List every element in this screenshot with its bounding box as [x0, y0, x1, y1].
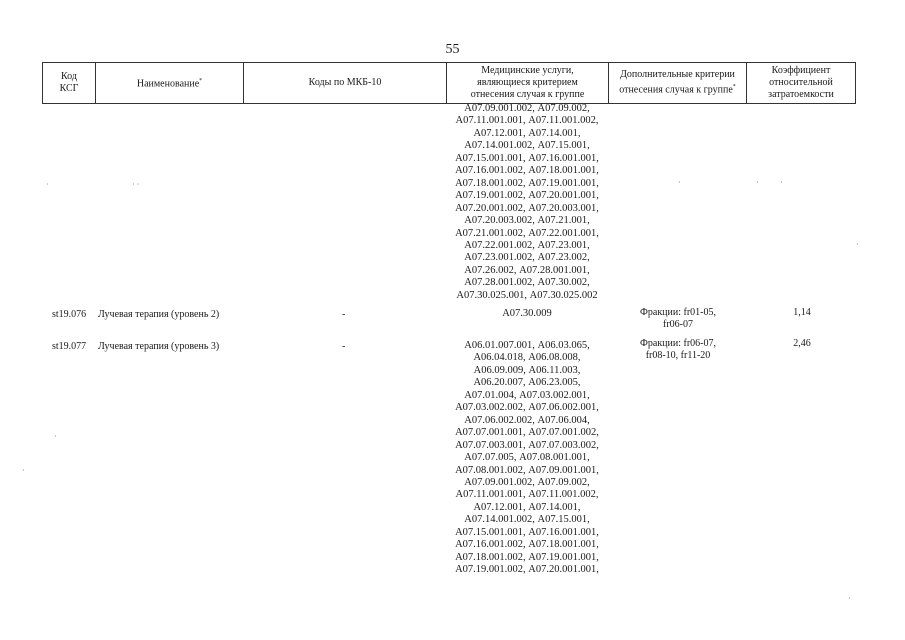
row-coef: 2,46	[793, 338, 811, 349]
header-name-text: Наименование	[136, 78, 200, 90]
header-code	[43, 62, 95, 103]
header-name	[96, 62, 243, 103]
header-code-text: Код КСГ	[59, 70, 79, 94]
header-divider	[855, 62, 856, 104]
row-extra: Фракции: fr01-05, fr06-07	[639, 307, 717, 330]
header-coef	[747, 62, 855, 103]
scan-speck: ·	[678, 178, 681, 187]
row-icd: -	[342, 309, 346, 320]
row-extra: Фракции: fr06-07, fr08-10, fr11-20	[639, 338, 717, 361]
row-icd: -	[342, 341, 346, 352]
continuation-services: А07.09.001.002, А07.09.002, А07.11.001.001, А07.11.001.002, А07.12.001, А07.14.001, А07.14.001.002, А07.15.001, А07.15.001.001, А07.16.001.001, А07.16.001.002, А07.18.001.001, А07.18.001.002, А07.19.001.001, А07.19.001.002, А07.20.001.001, А07.20.001.002, А07.20.003.001, А07.20.003.002, А07.21.001, А07.21.001.002, А07.22.001.001, А07.22.001.002, А07.23.001, А07.23.001.002, А07.23.002, А07.26.002, А07.28.001.001, А07.28.001.002, А07.30.002, А07.30.025.001, А07.30.025.002	[455, 103, 599, 301]
scan-speck: ·	[780, 178, 783, 187]
scan-speck: ·	[22, 466, 25, 475]
row-name: Лучевая терапия (уровень 2)	[98, 309, 220, 320]
row-name: Лучевая терапия (уровень 3)	[98, 341, 220, 352]
row-services: А06.01.007.001, А06.03.065, А06.04.018, А06.08.008, А06.09.009, А06.11.003, А06.20.007, А06.23.005, А07.01.004, А07.03.002.001, А07.03.002.002, А07.06.002.001, А07.06.002.002, А07.06.004, А07.07.001.001, А07.07.001.002, А07.07.003.001, А07.07.003.002, А07.07.005, А07.08.001.001, А07.08.001.002, А07.09.001.001, А07.09.001.002, А07.09.002, А07.11.001.001, А07.11.001.002, А07.12.001, А07.14.001, А07.14.001.002, А07.15.001, А07.15.001.001, А07.16.001.001, А07.16.001.002, А07.18.001.001, А07.18.001.002, А07.19.001.001, А07.19.001.002, А07.20.001.001,	[455, 340, 599, 576]
header-icd-text: Коды по МКБ-10	[308, 76, 382, 88]
page-number: 55	[445, 42, 460, 57]
header-icd	[244, 62, 446, 103]
scan-speck: ·	[54, 432, 57, 441]
row-services: А07.30.009	[502, 308, 552, 319]
footnote-mark: *	[732, 83, 736, 90]
scan-speck: ·	[756, 178, 759, 187]
header-coef-text: Коэффициент относительной затратоемкости	[768, 64, 834, 100]
row-code: st19.076	[52, 309, 87, 320]
header-services-text: Медицинские услуги, являющиеся критерием отнесения случая к группе	[470, 64, 585, 100]
scan-speck: · ·	[132, 180, 140, 189]
scan-speck: ·	[856, 240, 859, 249]
row-coef: 1,14	[793, 307, 811, 318]
footnote-mark: *	[199, 77, 203, 84]
header-extra-text: Дополнительные критерии отнесения случая к группе	[619, 68, 735, 96]
header-services	[447, 62, 608, 103]
row-code: st19.077	[52, 341, 87, 352]
header-extra	[609, 62, 746, 103]
scan-speck: ·	[848, 594, 851, 603]
scan-speck: ·	[46, 180, 49, 189]
